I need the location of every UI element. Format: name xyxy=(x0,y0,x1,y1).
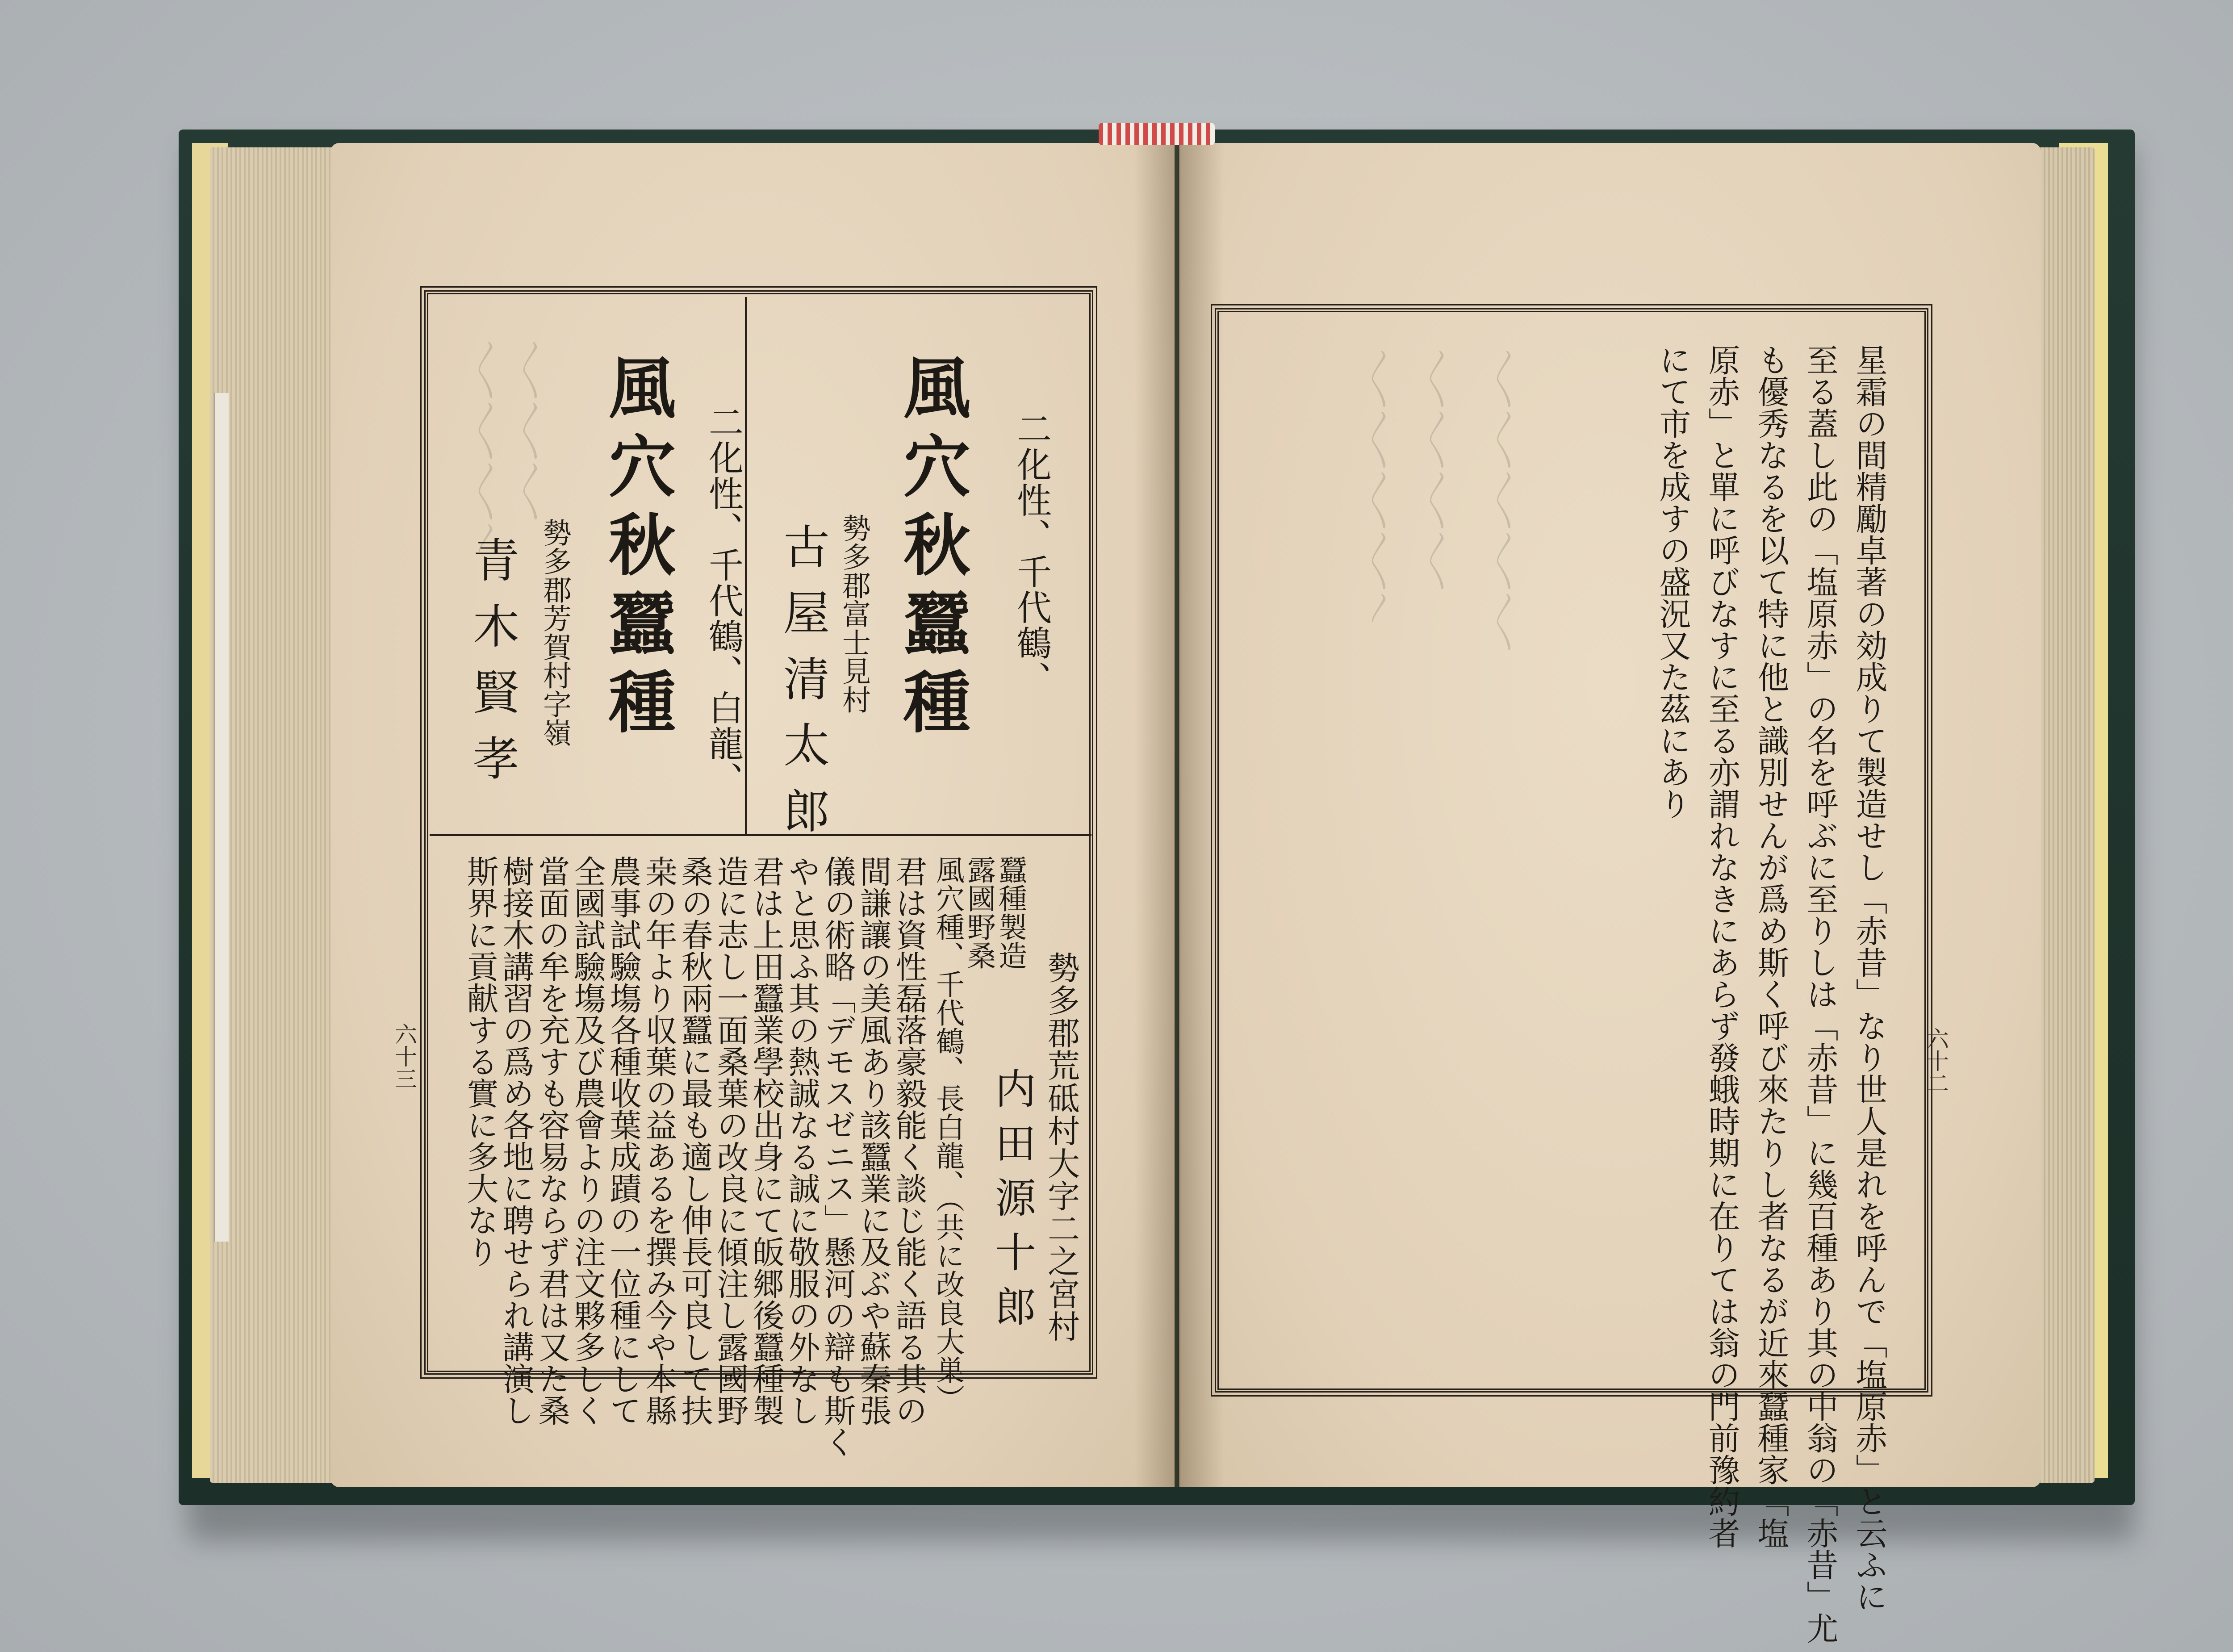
entry-c-line: 儀の術略「デモスゼニス」懸河の辯も斯く xyxy=(819,855,856,1458)
entry-a-varieties: 二化性、千代鶴、白龍、 xyxy=(703,404,743,797)
entry-b-address: 勢多郡富士見村 xyxy=(837,514,870,714)
entry-a-name: 青木賢孝 xyxy=(465,536,519,800)
section-divider xyxy=(430,834,1091,836)
show-through-text: 〳〵〳〵〳〵〳〵〳 xyxy=(1360,348,1395,622)
entry-c-line: 全國試驗塲及び農會よりの注文夥多しく xyxy=(569,855,606,1426)
page-number-left: 六十三 xyxy=(391,1023,417,1090)
entry-c-line: 蠶種製造 xyxy=(994,855,1027,970)
body-line: も優秀なるを以て特に他と識別せんが爲め斯く呼び來たりし者なるが近來蠶種家「塩 xyxy=(1752,344,1790,1549)
entry-c-line: 君は上田蠶業學校出身にて皈郷後蠶種製 xyxy=(748,855,785,1426)
entry-c-line: 當面の牟を充すも容易ならず君は又た桑 xyxy=(533,855,570,1426)
entry-c-line: 斯界に貢献する實に多大なり xyxy=(462,855,499,1267)
page-number-right: 六十二 xyxy=(1923,1027,1949,1094)
entry-c-line: 造に志し一面桑葉の改良に傾注し露國野 xyxy=(712,855,749,1426)
page-edges-left xyxy=(210,147,344,1483)
show-through-text: 〳〵〳〵〳〵〳 xyxy=(467,339,502,552)
entry-a-title: 風穴秋蠶種 xyxy=(597,353,676,746)
entry-a-address: 勢多郡芳賀村字嶺 xyxy=(538,518,571,747)
entry-c-line: 桒の年より収葉の益あるを撰み今や本縣 xyxy=(640,855,677,1426)
entry-c-line: 露國野桑 xyxy=(962,855,995,970)
entry-c-address: 勢多郡荒砥村大字二之宮村 xyxy=(1042,951,1080,1343)
body-line: にて市を成すの盛況又た茲にあり xyxy=(1654,344,1691,820)
tab-strip xyxy=(214,393,229,1242)
headband xyxy=(1099,123,1215,145)
entry-c-line: 間謙讓の美風あり該蠶業に及ぶや蘇秦張 xyxy=(855,855,892,1426)
show-through-text: 〳〵〳〵〳〵 xyxy=(511,339,547,522)
body-line: 星霜の間精勵卓著の効成りて製造せし「赤昔」なり世人是れを呼んで「塩原赤」と云ふに xyxy=(1851,344,1888,1612)
entry-c-line: 農事試驗塲各種收葉成蹟の一位種にして xyxy=(605,855,642,1426)
entry-c-line: 風穴種、千代鶴、長白龍、（共に改良大巣） xyxy=(931,855,964,1413)
show-through-text: 〳〵〳〵〳〵〳〵 xyxy=(1418,348,1453,591)
entry-c-name: 内田源十郎 xyxy=(988,1067,1036,1340)
entry-c-line: 樹接木講習の爲め各地に聘せられ講演し xyxy=(498,855,535,1426)
body-line: 原赤」と單に呼びなすに至る亦謂れなきにあらず發蛾時期に在りては翁の門前豫約者 xyxy=(1703,344,1740,1549)
column-divider xyxy=(745,297,747,835)
entry-b-name: 古屋清太郎 xyxy=(775,523,830,853)
entry-b-title: 風穴秋蠶種 xyxy=(892,353,970,746)
gutter-shadow xyxy=(1134,143,1224,1487)
show-through-text: 〳〵〳〵〳〵〳〵〳〵 xyxy=(1485,348,1520,652)
entry-b-varieties: 二化性、千代鶴、 xyxy=(1011,411,1051,697)
entry-c-line: 桑の春秋兩蠶に最も適し伸長可良して扶 xyxy=(676,855,713,1426)
body-line: 至る蓋し此の「塩原赤」の名を呼ぶに至りしは「赤昔」に幾百種あり其の中翁の「赤昔」尤 xyxy=(1802,344,1839,1644)
entry-c-line: やと思ふ其の熱誠なる誠に敬服の外なし xyxy=(783,855,820,1426)
entry-c-line: 君は資性磊落豪毅能く談じ能く語る其の xyxy=(891,855,928,1426)
